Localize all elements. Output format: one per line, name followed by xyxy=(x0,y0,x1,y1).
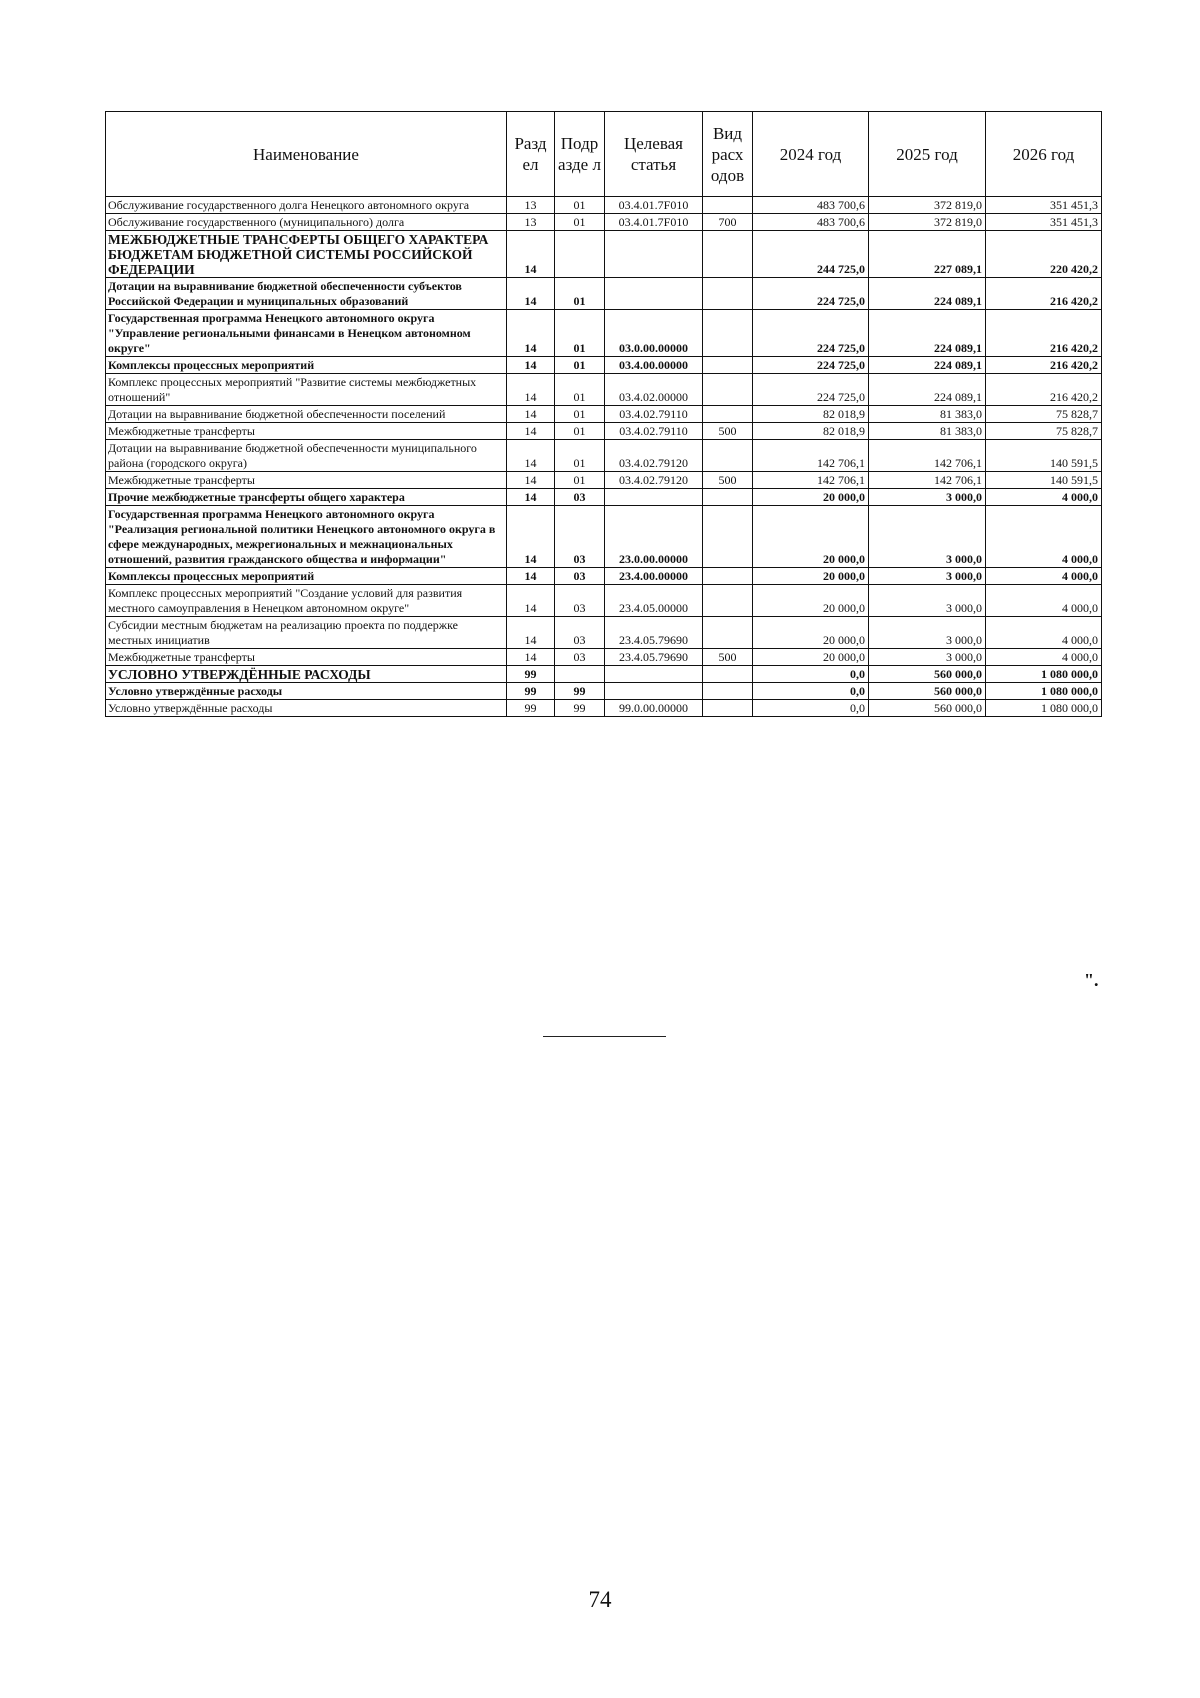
cell-year-2024: 142 706,1 xyxy=(753,440,869,472)
cell-section: 99 xyxy=(507,700,555,717)
table-row xyxy=(106,374,1102,406)
cell-expense-type xyxy=(703,231,753,278)
cell-target-article: 03.4.02.79110 xyxy=(605,423,703,440)
cell-name: Комплексы процессных мероприятий xyxy=(106,568,507,585)
cell-year-2024: 20 000,0 xyxy=(753,649,869,666)
cell-year-2024: 244 725,0 xyxy=(753,231,869,278)
cell-year-2025: 224 089,1 xyxy=(869,278,986,310)
cell-target-article xyxy=(605,231,703,278)
cell-target-article: 03.0.00.00000 xyxy=(605,310,703,357)
cell-subsection: 99 xyxy=(555,683,605,700)
table-row xyxy=(106,231,1102,278)
cell-name: Условно утверждённые расходы xyxy=(106,700,507,717)
table-row xyxy=(106,568,1102,585)
cell-year-2025: 560 000,0 xyxy=(869,683,986,700)
table-row xyxy=(106,617,1102,649)
cell-name: Комплексы процессных мероприятий xyxy=(106,357,507,374)
cell-target-article: 03.4.02.79110 xyxy=(605,406,703,423)
cell-name: Прочие межбюджетные трансферты общего характера xyxy=(106,489,507,506)
cell-name: Межбюджетные трансферты xyxy=(106,649,507,666)
header-year-2026: 2026 год xyxy=(986,112,1102,197)
cell-expense-type: 700 xyxy=(703,214,753,231)
cell-year-2026: 4 000,0 xyxy=(986,489,1102,506)
cell-section: 14 xyxy=(507,649,555,666)
cell-subsection: 01 xyxy=(555,374,605,406)
cell-year-2025: 372 819,0 xyxy=(869,214,986,231)
table-row xyxy=(106,310,1102,357)
cell-name: Условно утверждённые расходы xyxy=(106,683,507,700)
cell-year-2026: 1 080 000,0 xyxy=(986,683,1102,700)
cell-year-2025: 81 383,0 xyxy=(869,406,986,423)
cell-expense-type xyxy=(703,197,753,214)
cell-year-2026: 351 451,3 xyxy=(986,197,1102,214)
cell-name: Обслуживание государственного (муниципального) долга xyxy=(106,214,507,231)
cell-year-2026: 216 420,2 xyxy=(986,374,1102,406)
cell-subsection: 03 xyxy=(555,489,605,506)
cell-year-2024: 20 000,0 xyxy=(753,568,869,585)
cell-section: 14 xyxy=(507,568,555,585)
cell-name: Межбюджетные трансферты xyxy=(106,472,507,489)
cell-year-2026: 220 420,2 xyxy=(986,231,1102,278)
cell-section: 13 xyxy=(507,214,555,231)
cell-year-2026: 75 828,7 xyxy=(986,406,1102,423)
cell-year-2024: 224 725,0 xyxy=(753,374,869,406)
cell-year-2024: 20 000,0 xyxy=(753,489,869,506)
table-row xyxy=(106,666,1102,683)
cell-year-2025: 224 089,1 xyxy=(869,374,986,406)
cell-year-2024: 0,0 xyxy=(753,666,869,683)
cell-name: Государственная программа Ненецкого автономного округа "Реализация региональной политики Ненецкого автономного округа в сфере международных, межрегиональных и межнациональных отношений, развития гражданского общества и информации" xyxy=(106,506,507,568)
cell-section: 14 xyxy=(507,423,555,440)
cell-year-2025: 3 000,0 xyxy=(869,585,986,617)
cell-year-2026: 75 828,7 xyxy=(986,423,1102,440)
cell-year-2026: 216 420,2 xyxy=(986,310,1102,357)
budget-table xyxy=(105,111,1102,717)
cell-year-2024: 224 725,0 xyxy=(753,357,869,374)
cell-section: 14 xyxy=(507,506,555,568)
cell-name: Межбюджетные трансферты xyxy=(106,423,507,440)
table-row xyxy=(106,489,1102,506)
cell-expense-type xyxy=(703,683,753,700)
cell-subsection: 03 xyxy=(555,649,605,666)
cell-name: Комплекс процессных мероприятий "Создание условий для развития местного самоуправления в Ненецком автономном округе" xyxy=(106,585,507,617)
cell-year-2025: 3 000,0 xyxy=(869,568,986,585)
cell-year-2024: 0,0 xyxy=(753,683,869,700)
header-year-2025: 2025 год xyxy=(869,112,986,197)
cell-year-2025: 224 089,1 xyxy=(869,310,986,357)
cell-expense-type xyxy=(703,357,753,374)
cell-year-2024: 20 000,0 xyxy=(753,617,869,649)
cell-year-2026: 140 591,5 xyxy=(986,472,1102,489)
cell-name: Государственная программа Ненецкого автономного округа "Управление региональными финансами в Ненецком автономном округе" xyxy=(106,310,507,357)
cell-year-2024: 0,0 xyxy=(753,700,869,717)
table-row xyxy=(106,278,1102,310)
cell-year-2024: 20 000,0 xyxy=(753,585,869,617)
cell-section: 14 xyxy=(507,310,555,357)
cell-expense-type xyxy=(703,700,753,717)
cell-target-article xyxy=(605,683,703,700)
cell-target-article: 23.4.05.79690 xyxy=(605,649,703,666)
cell-target-article: 03.4.02.79120 xyxy=(605,440,703,472)
cell-year-2026: 351 451,3 xyxy=(986,214,1102,231)
closing-quote-mark: ". xyxy=(1084,970,1099,990)
header-section: Разд ел xyxy=(507,112,555,197)
cell-name: МЕЖБЮДЖЕТНЫЕ ТРАНСФЕРТЫ ОБЩЕГО ХАРАКТЕРА БЮДЖЕТАМ БЮДЖЕТНОЙ СИСТЕМЫ РОССИЙСКОЙ ФЕДЕРАЦИИ xyxy=(106,231,507,278)
cell-subsection: 03 xyxy=(555,506,605,568)
cell-section: 14 xyxy=(507,357,555,374)
cell-name: Обслуживание государственного долга Ненецкого автономного округа xyxy=(106,197,507,214)
page-number: 74 xyxy=(588,1587,612,1612)
cell-target-article: 03.4.00.00000 xyxy=(605,357,703,374)
cell-target-article: 99.0.00.00000 xyxy=(605,700,703,717)
header-target-article: Целевая статья xyxy=(605,112,703,197)
table-row xyxy=(106,406,1102,423)
cell-year-2024: 224 725,0 xyxy=(753,310,869,357)
cell-expense-type xyxy=(703,374,753,406)
cell-year-2024: 20 000,0 xyxy=(753,506,869,568)
cell-year-2025: 81 383,0 xyxy=(869,423,986,440)
cell-year-2026: 1 080 000,0 xyxy=(986,700,1102,717)
table-row xyxy=(106,472,1102,489)
cell-section: 99 xyxy=(507,683,555,700)
cell-section: 14 xyxy=(507,440,555,472)
cell-year-2025: 224 089,1 xyxy=(869,357,986,374)
cell-expense-type: 500 xyxy=(703,472,753,489)
cell-name: Субсидии местным бюджетам на реализацию проекта по поддержке местных инициатив xyxy=(106,617,507,649)
cell-subsection: 03 xyxy=(555,568,605,585)
separator-line xyxy=(543,1036,666,1037)
cell-target-article: 03.4.01.7F010 xyxy=(605,197,703,214)
table-row xyxy=(106,585,1102,617)
table-row xyxy=(106,649,1102,666)
table-body xyxy=(106,197,1102,717)
table-row xyxy=(106,214,1102,231)
table-header-row xyxy=(106,112,1102,197)
table-row xyxy=(106,440,1102,472)
cell-section: 13 xyxy=(507,197,555,214)
cell-year-2026: 4 000,0 xyxy=(986,568,1102,585)
cell-year-2025: 560 000,0 xyxy=(869,666,986,683)
cell-subsection xyxy=(555,666,605,683)
cell-year-2025: 560 000,0 xyxy=(869,700,986,717)
cell-subsection: 01 xyxy=(555,214,605,231)
cell-year-2024: 142 706,1 xyxy=(753,472,869,489)
cell-section: 99 xyxy=(507,666,555,683)
cell-target-article xyxy=(605,666,703,683)
cell-year-2024: 483 700,6 xyxy=(753,197,869,214)
cell-expense-type xyxy=(703,310,753,357)
cell-section: 14 xyxy=(507,374,555,406)
cell-year-2025: 142 706,1 xyxy=(869,472,986,489)
cell-name: Дотации на выравнивание бюджетной обеспеченности субъектов Российской Федерации и муниципальных образований xyxy=(106,278,507,310)
cell-expense-type xyxy=(703,617,753,649)
cell-subsection: 01 xyxy=(555,423,605,440)
cell-section: 14 xyxy=(507,231,555,278)
cell-expense-type xyxy=(703,440,753,472)
cell-name: Дотации на выравнивание бюджетной обеспеченности поселений xyxy=(106,406,507,423)
cell-expense-type xyxy=(703,406,753,423)
table-row xyxy=(106,357,1102,374)
cell-target-article: 03.4.01.7F010 xyxy=(605,214,703,231)
table-row xyxy=(106,197,1102,214)
cell-subsection: 99 xyxy=(555,700,605,717)
cell-year-2024: 82 018,9 xyxy=(753,406,869,423)
cell-target-article xyxy=(605,278,703,310)
cell-section: 14 xyxy=(507,472,555,489)
header-name: Наименование xyxy=(106,112,507,197)
cell-section: 14 xyxy=(507,406,555,423)
cell-subsection: 01 xyxy=(555,357,605,374)
cell-subsection: 01 xyxy=(555,406,605,423)
cell-expense-type xyxy=(703,666,753,683)
cell-year-2026: 216 420,2 xyxy=(986,357,1102,374)
header-expense-type: Вид расх одов xyxy=(703,112,753,197)
table-row xyxy=(106,506,1102,568)
cell-subsection: 03 xyxy=(555,585,605,617)
table-row xyxy=(106,700,1102,717)
cell-year-2025: 3 000,0 xyxy=(869,489,986,506)
cell-section: 14 xyxy=(507,278,555,310)
cell-year-2024: 224 725,0 xyxy=(753,278,869,310)
header-subsection: Подр азде л xyxy=(555,112,605,197)
table-row xyxy=(106,683,1102,700)
cell-subsection: 01 xyxy=(555,310,605,357)
table-row xyxy=(106,423,1102,440)
cell-year-2025: 3 000,0 xyxy=(869,506,986,568)
cell-year-2026: 216 420,2 xyxy=(986,278,1102,310)
cell-expense-type xyxy=(703,506,753,568)
cell-section: 14 xyxy=(507,585,555,617)
cell-target-article: 23.4.00.00000 xyxy=(605,568,703,585)
cell-subsection: 01 xyxy=(555,278,605,310)
cell-subsection xyxy=(555,231,605,278)
cell-expense-type xyxy=(703,278,753,310)
cell-year-2024: 483 700,6 xyxy=(753,214,869,231)
cell-target-article: 23.0.00.00000 xyxy=(605,506,703,568)
cell-year-2026: 4 000,0 xyxy=(986,506,1102,568)
cell-expense-type xyxy=(703,585,753,617)
cell-expense-type xyxy=(703,568,753,585)
cell-name: Дотации на выравнивание бюджетной обеспеченности муниципального района (городского округа) xyxy=(106,440,507,472)
cell-target-article: 03.4.02.79120 xyxy=(605,472,703,489)
cell-subsection: 01 xyxy=(555,197,605,214)
cell-expense-type: 500 xyxy=(703,649,753,666)
cell-year-2026: 4 000,0 xyxy=(986,649,1102,666)
cell-target-article: 23.4.05.79690 xyxy=(605,617,703,649)
cell-section: 14 xyxy=(507,489,555,506)
cell-expense-type: 500 xyxy=(703,423,753,440)
cell-section: 14 xyxy=(507,617,555,649)
header-year-2024: 2024 год xyxy=(753,112,869,197)
cell-expense-type xyxy=(703,489,753,506)
cell-subsection: 03 xyxy=(555,617,605,649)
cell-year-2025: 142 706,1 xyxy=(869,440,986,472)
cell-year-2025: 3 000,0 xyxy=(869,649,986,666)
cell-name: УСЛОВНО УТВЕРЖДЁННЫЕ РАСХОДЫ xyxy=(106,666,507,683)
cell-target-article: 23.4.05.00000 xyxy=(605,585,703,617)
cell-year-2025: 227 089,1 xyxy=(869,231,986,278)
cell-year-2026: 4 000,0 xyxy=(986,617,1102,649)
cell-target-article xyxy=(605,489,703,506)
cell-name: Комплекс процессных мероприятий "Развитие системы межбюджетных отношений" xyxy=(106,374,507,406)
cell-year-2026: 140 591,5 xyxy=(986,440,1102,472)
cell-year-2026: 4 000,0 xyxy=(986,585,1102,617)
cell-year-2026: 1 080 000,0 xyxy=(986,666,1102,683)
cell-year-2025: 372 819,0 xyxy=(869,197,986,214)
cell-target-article: 03.4.02.00000 xyxy=(605,374,703,406)
cell-subsection: 01 xyxy=(555,472,605,489)
cell-year-2025: 3 000,0 xyxy=(869,617,986,649)
cell-subsection: 01 xyxy=(555,440,605,472)
cell-year-2024: 82 018,9 xyxy=(753,423,869,440)
